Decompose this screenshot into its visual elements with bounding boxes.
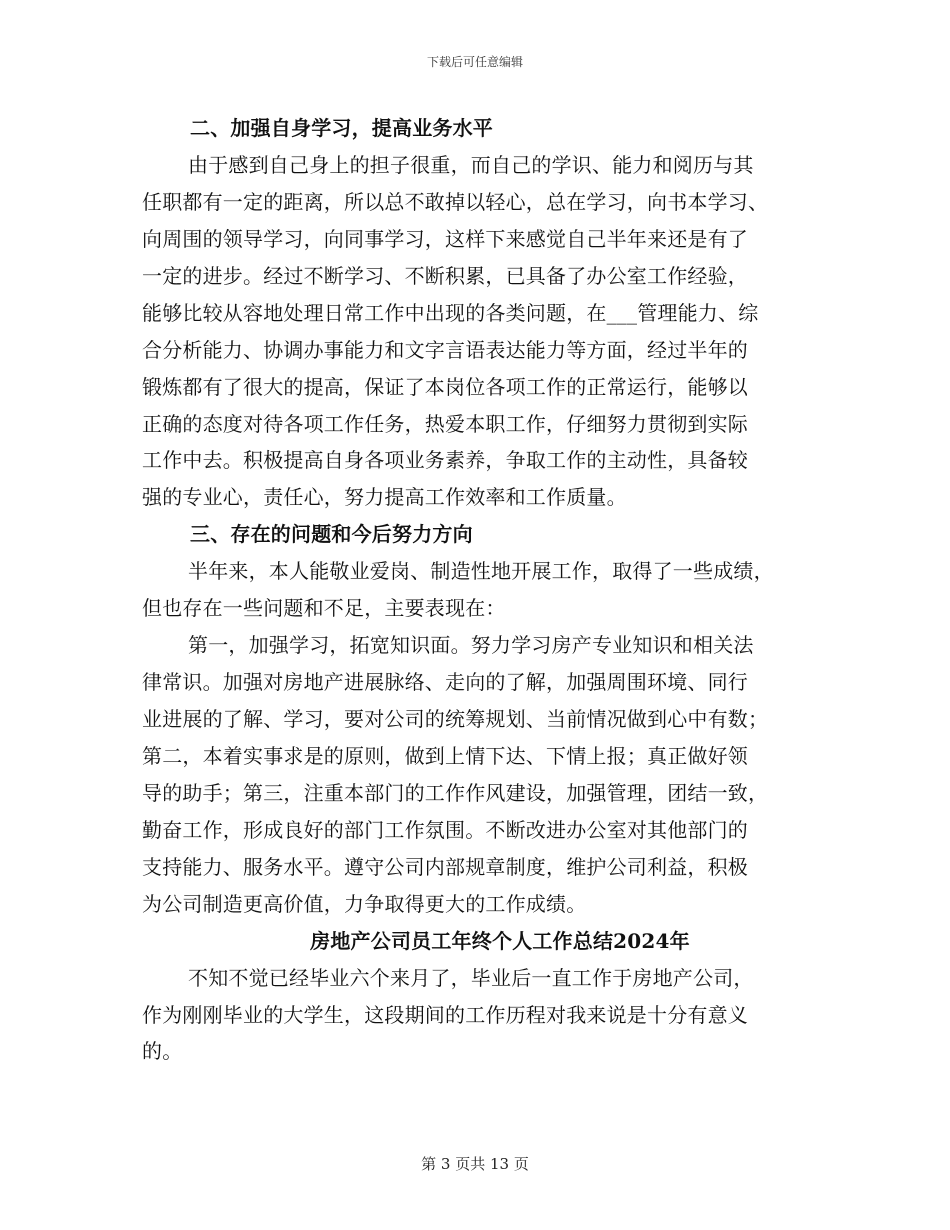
paragraph-line: 支持能力、服务水平。遵守公司内部规章制度，维护公司利益，积极	[142, 854, 748, 879]
paragraph-line: 的。	[142, 1039, 183, 1064]
paragraph-line: 作为刚刚毕业的大学生，这段期间的工作历程对我来说是十分有意义	[142, 1002, 748, 1027]
paragraph-line: 导的助手；第三，注重本部门的工作作风建设，加强管理，团结一致，	[142, 780, 769, 805]
header-note: 下载后可任意编辑	[426, 55, 523, 69]
document-title: 房地产公司员工年终个人工作总结2024年	[310, 928, 690, 953]
paragraph-line: 不知不觉已经毕业六个来月了，毕业后一直工作于房地产公司，	[188, 965, 754, 990]
paragraph-line: 正确的态度对待各项工作任务，热爱本职工作，仔细努力贯彻到实际	[142, 411, 748, 436]
paragraph-line: 工作中去。积极提高自身各项业务素养，争取工作的主动性，具备较	[142, 448, 748, 473]
paragraph-line: 向周围的领导学习，向同事学习，这样下来感觉自己半年来还是有了	[142, 226, 748, 251]
paragraph-line: 第一，加强学习，拓宽知识面。努力学习房产专业知识和相关法	[188, 633, 754, 658]
paragraph-line: 但也存在一些问题和不足，主要表现在：	[142, 596, 506, 621]
paragraph-line: 强的专业心，责任心，努力提高工作效率和工作质量。	[142, 485, 627, 510]
paragraph-line: 勤奋工作，形成良好的部门工作氛围。不断改进办公室对其他部门的	[142, 817, 748, 842]
paragraph-line: 一定的进步。经过不断学习、不断积累，已具备了办公室工作经验，	[142, 263, 748, 288]
paragraph-line: 锻炼都有了很大的提高，保证了本岗位各项工作的正常运行，能够以	[142, 374, 748, 399]
paragraph-line: 律常识。加强对房地产进展脉络、走向的了解，加强周围环境、同行	[142, 670, 748, 695]
paragraph-line: 任职都有一定的距离，所以总不敢掉以轻心，总在学习，向书本学习、	[142, 189, 769, 214]
paragraph-line: 半年来，本人能敬业爱岗、制造性地开展工作，取得了一些成绩，	[188, 559, 774, 584]
paragraph-line: 为公司制造更高价值，力争取得更大的工作成绩。	[142, 891, 587, 916]
paragraph-line: 业进展的了解、学习，要对公司的统筹规划、当前情况做到心中有数；	[142, 707, 769, 731]
section-heading-2: 二、加强自身学习，提高业务水平	[190, 116, 493, 140]
paragraph-line: 由于感到自己身上的担子很重，而自己的学识、能力和阅历与其	[188, 152, 754, 177]
paragraph-line: 能够比较从容地处理日常工作中出现的各类问题，在___管理能力、综	[142, 300, 759, 325]
page-number: 第 3 页共 13 页	[421, 1155, 529, 1173]
paragraph-line: 第二，本着实事求是的原则，做到上情下达、下情上报；真正做好领	[142, 743, 748, 768]
document-body	[142, 110, 810, 1070]
paragraph-line: 合分析能力、协调办事能力和文字言语表达能力等方面，经过半年的	[142, 337, 748, 362]
section-heading-3: 三、存在的问题和今后努力方向	[190, 522, 473, 547]
